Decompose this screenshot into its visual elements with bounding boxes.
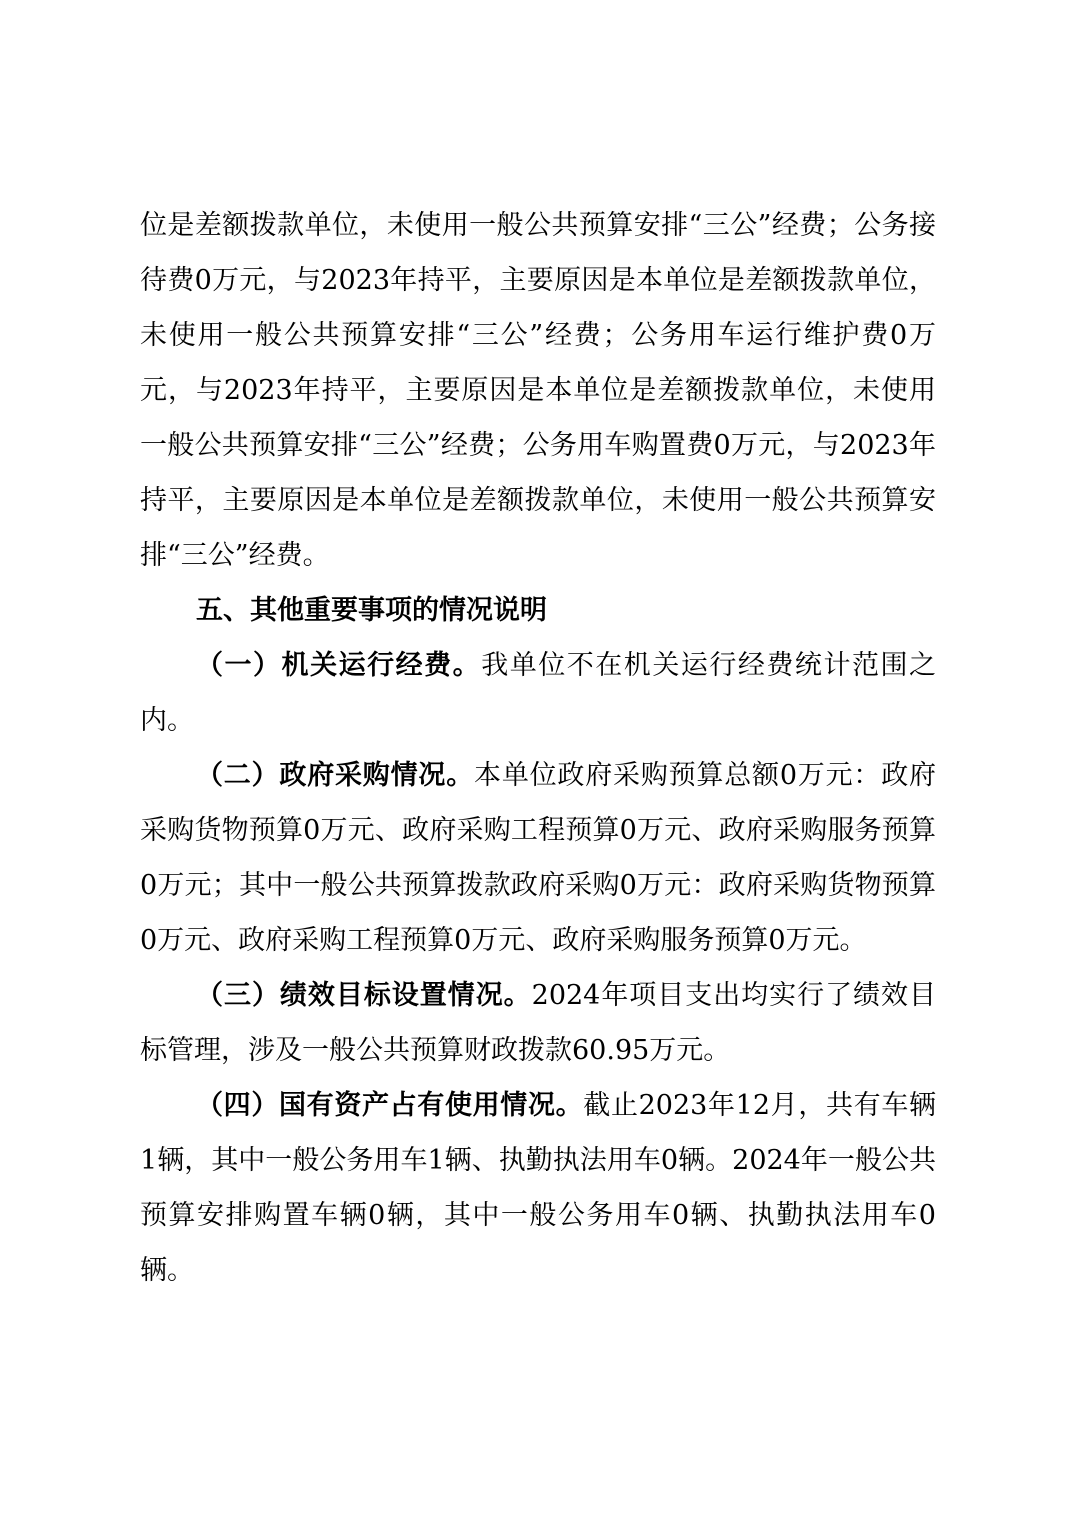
subheading-agency-operating-expenses: （一）机关运行经费。: [196, 650, 482, 681]
paragraph-text: 我单位不在机关运行经费统计范围之内。: [140, 650, 937, 736]
paragraph-text: 截止2023年12月，共有车辆1辆，其中一般公务用车1辆、执勤执法用车0辆。2024年一般公共预算安排购置车辆0辆，其中一般公务用车0辆、执勤执法用车0辆。: [140, 1090, 936, 1286]
section-heading-other-matters: 五、其他重要事项的情况说明: [196, 595, 547, 626]
subheading-performance-targets: （三）绩效目标设置情况。: [196, 980, 532, 1011]
paragraph-text: 位是差额拨款单位，未使用一般公共预算安排“三公”经费；公务接待费0万元，与2023年持平，主要原因是本单位是差额拨款单位，未使用一般公共预算安排“三公”经费；公务用车运行维护费0万元，与2023年持平，主要原因是本单位是差额拨款单位，未使用一般公共预算安排“三公”经费；公务用车购置费0万元，与2023年持平，主要原因是本单位是差额拨款单位，未使用一般公共预算安排“三公”经费。: [140, 210, 936, 571]
paragraph-three-public-expenses: [140, 198, 936, 583]
subheading-government-procurement: （二）政府采购情况。: [196, 760, 475, 791]
paragraph-agency-operating-expenses: [140, 638, 936, 748]
paragraph-state-assets: [140, 1078, 936, 1298]
document-body: [140, 198, 936, 1298]
subheading-state-assets: （四）国有资产占有使用情况。: [196, 1090, 584, 1121]
paragraph-text: 2024年项目支出均实行了绩效目标管理，涉及一般公共预算财政拨款60.95万元。: [140, 980, 936, 1066]
paragraph-performance-targets: [140, 968, 936, 1078]
paragraph-government-procurement: [140, 748, 936, 968]
paragraph-text: 本单位政府采购预算总额0万元：政府采购货物预算0万元、政府采购工程预算0万元、政府采购服务预算0万元；其中一般公共预算拨款政府采购0万元：政府采购货物预算0万元、政府采购工程预算0万元、政府采购服务预算0万元。: [140, 760, 937, 956]
